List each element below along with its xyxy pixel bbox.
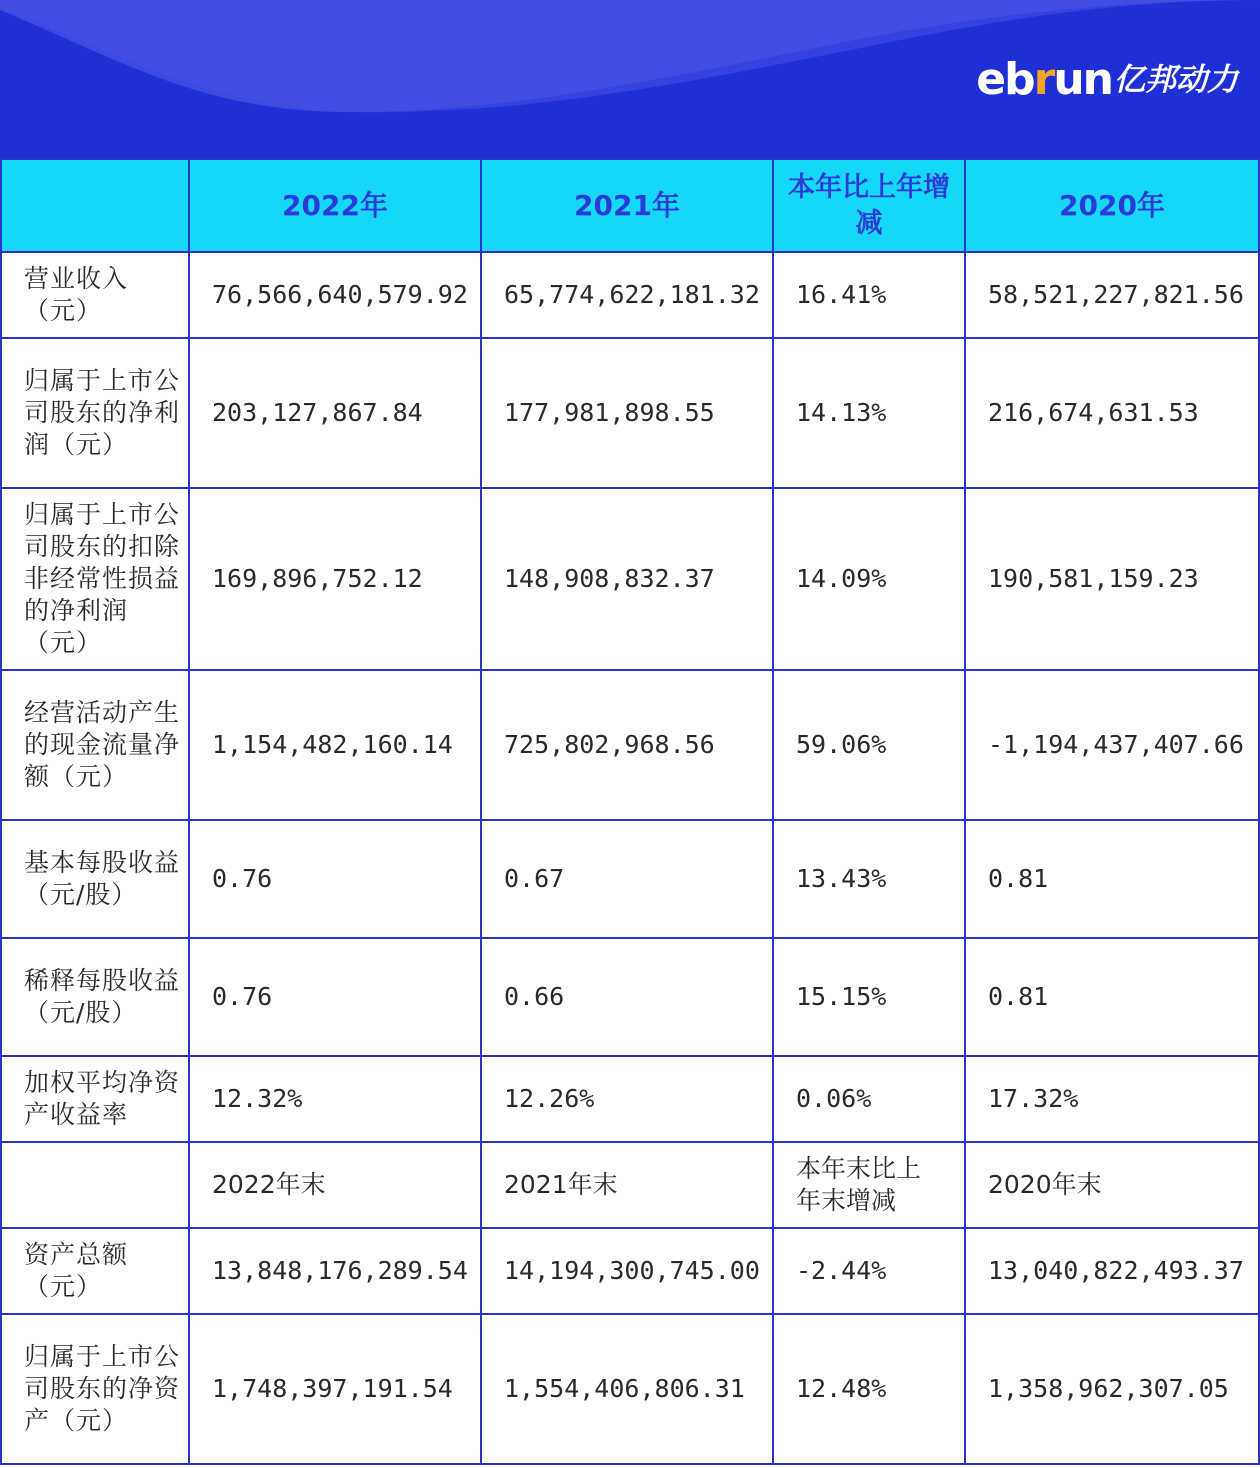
cell-2020: 1,358,962,307.05 (965, 1314, 1259, 1464)
logo-chinese-name: 亿邦动力 (1114, 61, 1238, 98)
cell-2022: 76,566,640,579.92 (189, 252, 481, 338)
row-label: 归属于上市公司股东的净利润（元） (1, 338, 189, 488)
table-row (1, 1228, 1259, 1314)
cell-2020: -1,194,437,407.66 (965, 670, 1259, 820)
cell-2021: 14,194,300,745.00 (481, 1228, 773, 1314)
row-label: 归属于上市公司股东的净资产（元） (1, 1314, 189, 1464)
cell-2021: 725,802,968.56 (481, 670, 773, 820)
banner (0, 0, 1260, 158)
header-cell-2022: 2022年 (189, 159, 481, 252)
table-header-row (1, 159, 1259, 252)
table-subheader-row (1, 1142, 1259, 1228)
cell-2022: 12.32% (189, 1056, 481, 1142)
header-cell-change: 本年比上年增减 (773, 159, 965, 252)
cell-2022: 0.76 (189, 938, 481, 1056)
subheader-cell-2022-end: 2022年末 (189, 1142, 481, 1228)
table-row (1, 252, 1259, 338)
cell-2021: 12.26% (481, 1056, 773, 1142)
header-cell-2021: 2021年 (481, 159, 773, 252)
cell-2020: 13,040,822,493.37 (965, 1228, 1259, 1314)
cell-2022: 0.76 (189, 820, 481, 938)
cell-2020: 17.32% (965, 1056, 1259, 1142)
table-row (1, 1314, 1259, 1464)
financial-summary-table (0, 158, 1260, 1465)
cell-2022: 13,848,176,289.54 (189, 1228, 481, 1314)
cell-change: -2.44% (773, 1228, 965, 1314)
subheader-cell-change: 本年末比上年末增减 (773, 1142, 965, 1228)
table-row (1, 338, 1259, 488)
cell-2022: 1,154,482,160.14 (189, 670, 481, 820)
logo-wordmark: ebrun (976, 54, 1112, 105)
cell-change: 0.06% (773, 1056, 965, 1142)
cell-2020: 0.81 (965, 938, 1259, 1056)
cell-2021: 177,981,898.55 (481, 338, 773, 488)
cell-change: 16.41% (773, 252, 965, 338)
cell-2021: 0.67 (481, 820, 773, 938)
header-cell-2020: 2020年 (965, 159, 1259, 252)
row-label: 稀释每股收益（元/股） (1, 938, 189, 1056)
table-row (1, 1056, 1259, 1142)
cell-change: 13.43% (773, 820, 965, 938)
cell-change: 59.06% (773, 670, 965, 820)
ebrun-logo (976, 54, 1238, 106)
cell-change: 14.09% (773, 488, 965, 670)
subheader-cell-empty (1, 1142, 189, 1228)
row-label: 经营活动产生的现金流量净额（元） (1, 670, 189, 820)
cell-2022: 169,896,752.12 (189, 488, 481, 670)
subheader-cell-2021-end: 2021年末 (481, 1142, 773, 1228)
cell-2021: 1,554,406,806.31 (481, 1314, 773, 1464)
cell-2020: 58,521,227,821.56 (965, 252, 1259, 338)
header-cell-empty (1, 159, 189, 252)
cell-change: 14.13% (773, 338, 965, 488)
table-row (1, 670, 1259, 820)
row-label: 归属于上市公司股东的扣除非经常性损益的净利润（元） (1, 488, 189, 670)
cell-2020: 0.81 (965, 820, 1259, 938)
row-label: 加权平均净资产收益率 (1, 1056, 189, 1142)
cell-2021: 0.66 (481, 938, 773, 1056)
cell-2020: 190,581,159.23 (965, 488, 1259, 670)
cell-2021: 65,774,622,181.32 (481, 252, 773, 338)
cell-change: 12.48% (773, 1314, 965, 1464)
table-row (1, 820, 1259, 938)
row-label: 基本每股收益（元/股） (1, 820, 189, 938)
row-label: 资产总额（元） (1, 1228, 189, 1314)
cell-2022: 1,748,397,191.54 (189, 1314, 481, 1464)
cell-change: 15.15% (773, 938, 965, 1056)
subheader-cell-2020-end: 2020年末 (965, 1142, 1259, 1228)
table-row (1, 488, 1259, 670)
cell-2020: 216,674,631.53 (965, 338, 1259, 488)
table-row (1, 938, 1259, 1056)
row-label: 营业收入（元） (1, 252, 189, 338)
cell-2021: 148,908,832.37 (481, 488, 773, 670)
cell-2022: 203,127,867.84 (189, 338, 481, 488)
